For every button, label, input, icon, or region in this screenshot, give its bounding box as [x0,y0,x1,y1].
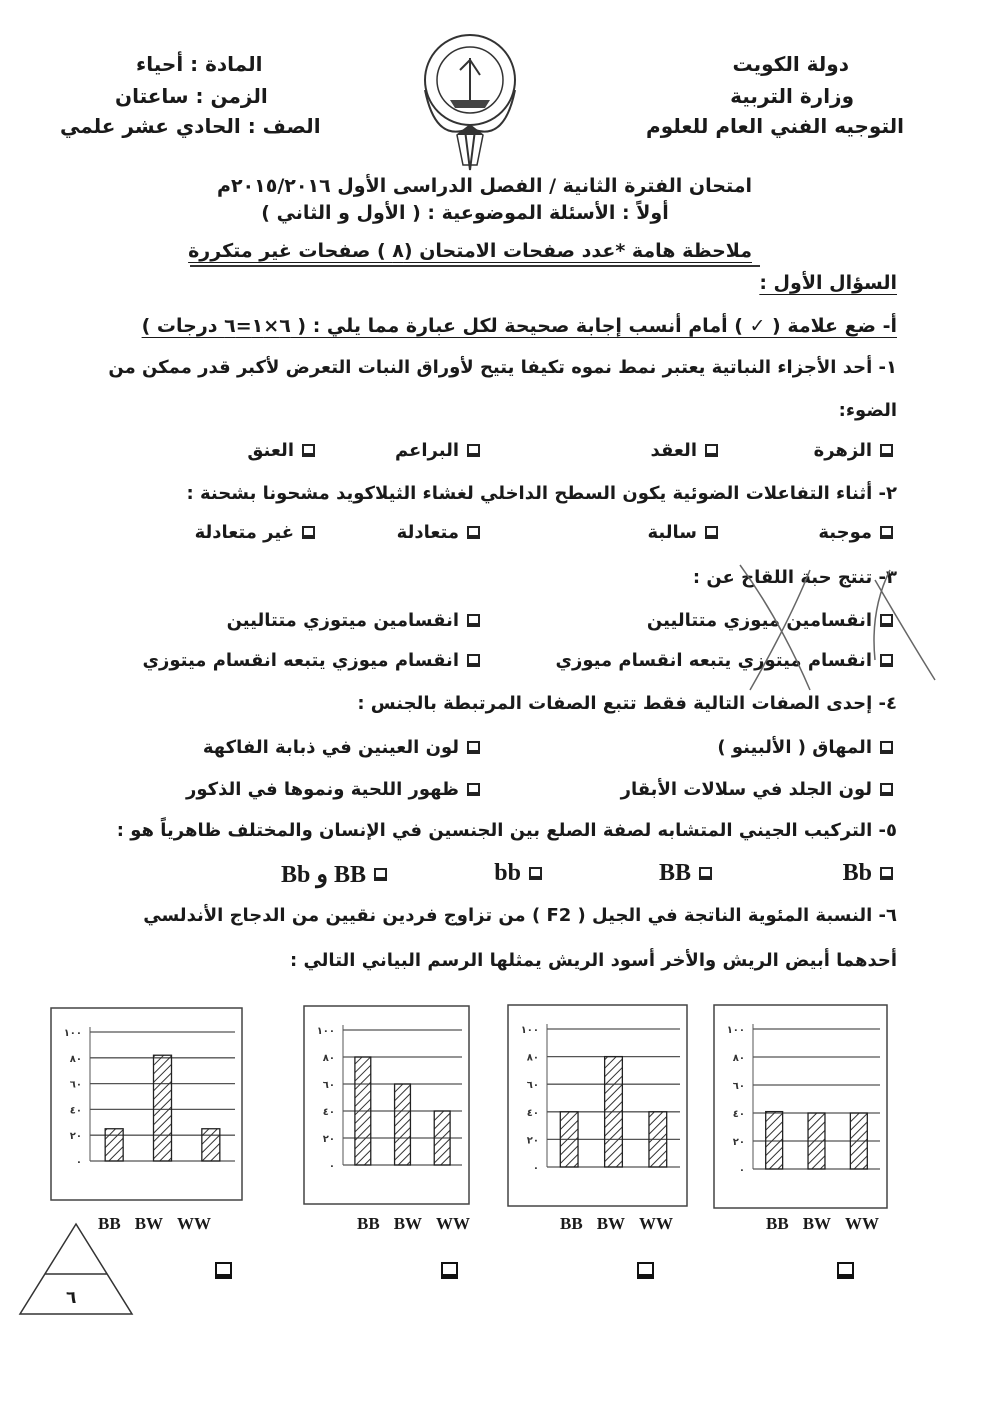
y-tick-label: ٦٠ [322,1080,335,1091]
y-tick-label: ٤٠ [526,1107,539,1119]
bar-WW [850,1113,867,1169]
y-tick-label: ٤٠ [69,1105,82,1117]
question-1-text-cont: الضوء: [838,400,897,421]
bar-BW [605,1057,623,1167]
q4-option[interactable]: ظهور اللحية ونموها في الذكور [186,779,480,800]
chart-option-checkbox[interactable] [215,1262,232,1279]
q2-option[interactable]: موجبة [818,522,893,543]
y-tick-label: ١٠٠ [520,1025,539,1036]
q2-option[interactable]: غير متعادلة [195,522,315,543]
y-tick-label: ١٠٠ [316,1026,335,1037]
question-3-text: ٣- تنتج حبة اللقاح عن : [692,567,897,588]
x-tick-label: WW [845,1214,880,1233]
y-tick-label: ١٠٠ [726,1025,745,1036]
y-tick-label: ٦٠ [69,1079,82,1091]
bar-BB [766,1112,783,1169]
y-tick-label: ٦٠ [526,1080,539,1092]
y-tick-label: ٠ [75,1157,82,1168]
checkbox-icon[interactable] [880,741,893,754]
question-4-text: ٤- إحدى الصفات التالية فقط تتبع الصفات المرتبطة بالجنس : [357,693,897,714]
question-6-text-cont: أحدهما أبيض الريش والأخر أسود الريش يمثلها الرسم البياني التالي : [290,950,897,971]
question-5-text: ٥- التركيب الجيني المتشابه لصفة الصلع بين الجنسين في الإنسان والمختلف ظاهرياً هو : [116,820,897,841]
bar-WW [202,1129,220,1161]
x-tick-label: BB [98,1214,121,1233]
checkbox-icon[interactable] [467,526,480,539]
q3-option[interactable]: انقسام ميتوزي يتبعه انقسام ميوزي [555,650,893,671]
kuwait-emblem-logo [405,30,535,180]
q1-option[interactable]: العنق [247,440,315,461]
x-tick-label: BW [134,1214,164,1233]
chart-4 [713,1004,888,1209]
chart-3 [507,1004,688,1207]
y-tick-label: ٠ [738,1165,745,1176]
y-tick-label: ٨٠ [732,1053,745,1064]
checkbox-icon[interactable] [705,444,718,457]
bar-WW [434,1111,450,1165]
y-tick-label: ٤٠ [322,1107,335,1118]
question-6-text: ٦- النسبة المئوية الناتجة في الجيل ( F2 ) من تزاوج فردين نقيين من الدجاج الأندلسي [143,905,897,926]
chart-x-labels [560,1214,673,1234]
chart-option-checkbox[interactable] [441,1262,458,1279]
checkbox-icon[interactable] [302,444,315,457]
checkbox-icon[interactable] [705,526,718,539]
x-tick-label: BB [766,1214,789,1233]
q3-option[interactable]: انقسامين ميتوزي متتاليين [227,610,480,631]
bar-BW [154,1055,172,1161]
country-name: دولة الكويت [732,52,849,76]
chart-1 [50,1007,243,1201]
checkbox-icon[interactable] [880,783,893,796]
chart-2 [303,1005,470,1205]
y-tick-label: ٠ [328,1161,335,1172]
chart-option-checkbox[interactable] [837,1262,854,1279]
checkbox-icon[interactable] [529,867,542,880]
chart-option-checkbox[interactable] [637,1262,654,1279]
question-2-text: ٢- أثناء التفاعلات الضوئية يكون السطح الداخلي لغشاء الثيلاكويد مشحونا بشحنة : [186,483,897,504]
x-tick-label: WW [436,1214,471,1233]
question-heading: السؤال الأول : [759,272,897,294]
q4-option[interactable]: المهاق ( الألبينو ) [717,737,893,758]
q4-option[interactable]: لون العينين في ذبابة الفاكهة [203,737,480,758]
y-tick-label: ٨٠ [322,1053,335,1064]
x-tick-label: WW [639,1214,674,1233]
checkbox-icon[interactable] [302,526,315,539]
y-tick-label: ٢٠ [69,1131,82,1143]
x-tick-label: BW [596,1214,626,1233]
x-tick-label: BB [560,1214,583,1233]
checkbox-icon[interactable] [699,867,712,880]
checkbox-icon[interactable] [467,783,480,796]
checkbox-icon[interactable] [880,526,893,539]
grade: الصف : الحادي عشر علمي [60,114,321,138]
y-tick-label: ١٠٠ [63,1028,82,1039]
q5-option[interactable]: Bb [843,860,893,887]
y-tick-label: ٨٠ [526,1052,539,1064]
question-1-text: ١- أحد الأجزاء النباتية يعتبر نمط نموه تكيفا يتيح لأوراق النبات التعرض لأكبر قدر ممكن من [108,357,897,378]
y-tick-label: ٨٠ [69,1053,82,1065]
important-note: ملاحظة هامة *عدد صفحات الامتحان (٨ ) صفحات غير متكررة [188,240,752,262]
q1-option[interactable]: العقد [651,440,718,461]
duration: الزمن : ساعتان [115,84,268,108]
exam-title: امتحان الفترة الثانية / الفصل الدراسى الأول ٢٠١٥/٢٠١٦م [217,175,752,197]
chart-x-labels [357,1214,470,1234]
y-tick-label: ٤٠ [732,1109,745,1120]
checkbox-icon[interactable] [467,444,480,457]
q1-option[interactable]: البراعم [395,440,480,461]
q3-option[interactable]: انقسام ميوزي يتبعه انقسام ميتوزي [142,650,480,671]
checkbox-icon[interactable] [467,614,480,627]
department-name: التوجيه الفني العام للعلوم [646,114,904,138]
q1-option[interactable]: الزهرة [814,440,893,461]
checkbox-icon[interactable] [880,444,893,457]
checkbox-icon[interactable] [880,867,893,880]
bar-BW [808,1113,825,1169]
ministry-name: وزارة التربية [730,84,854,108]
chart-x-labels [766,1214,879,1234]
bar-BB [355,1057,371,1165]
bar-BB [105,1129,123,1161]
bar-BW [395,1084,411,1165]
x-tick-label: BB [357,1214,380,1233]
checkbox-icon[interactable] [467,741,480,754]
q4-option[interactable]: لون الجلد في سلالات الأبقار [621,779,893,800]
y-tick-label: ٢٠ [526,1135,539,1147]
checkbox-icon[interactable] [374,868,387,881]
y-tick-label: ٠ [532,1163,539,1174]
y-tick-label: ٢٠ [732,1137,745,1148]
handwritten-cross-marks [700,560,950,700]
bar-WW [649,1112,667,1167]
x-tick-label: BW [393,1214,423,1233]
instruction: أ- ضع علامة ( ✓ ) أمام أنسب إجابة صحيحة لكل عبارة مما يلي : ( ٦×١=٦ درجات ) [141,315,897,337]
x-tick-label: WW [177,1214,212,1233]
checkbox-icon[interactable] [467,654,480,667]
divider [190,265,760,267]
bar-BB [560,1112,578,1167]
section-title: أولاً : الأسئلة الموضوعية : ( الأول و الثاني ) [261,202,669,224]
q3-option[interactable]: انقسامين ميوزي متتاليين [647,610,893,631]
q5-option[interactable]: BB و Bb [281,860,387,889]
q5-option[interactable]: BB [659,860,712,887]
x-tick-label: BW [802,1214,832,1233]
y-tick-label: ٢٠ [322,1134,335,1145]
q5-option[interactable]: bb [494,860,542,887]
y-tick-label: ٦٠ [732,1081,745,1092]
score-value: ٦ [66,1288,77,1308]
q2-option[interactable]: متعادلة [397,522,480,543]
q2-option[interactable]: سالبة [648,522,718,543]
subject: المادة : أحياء [136,52,263,76]
